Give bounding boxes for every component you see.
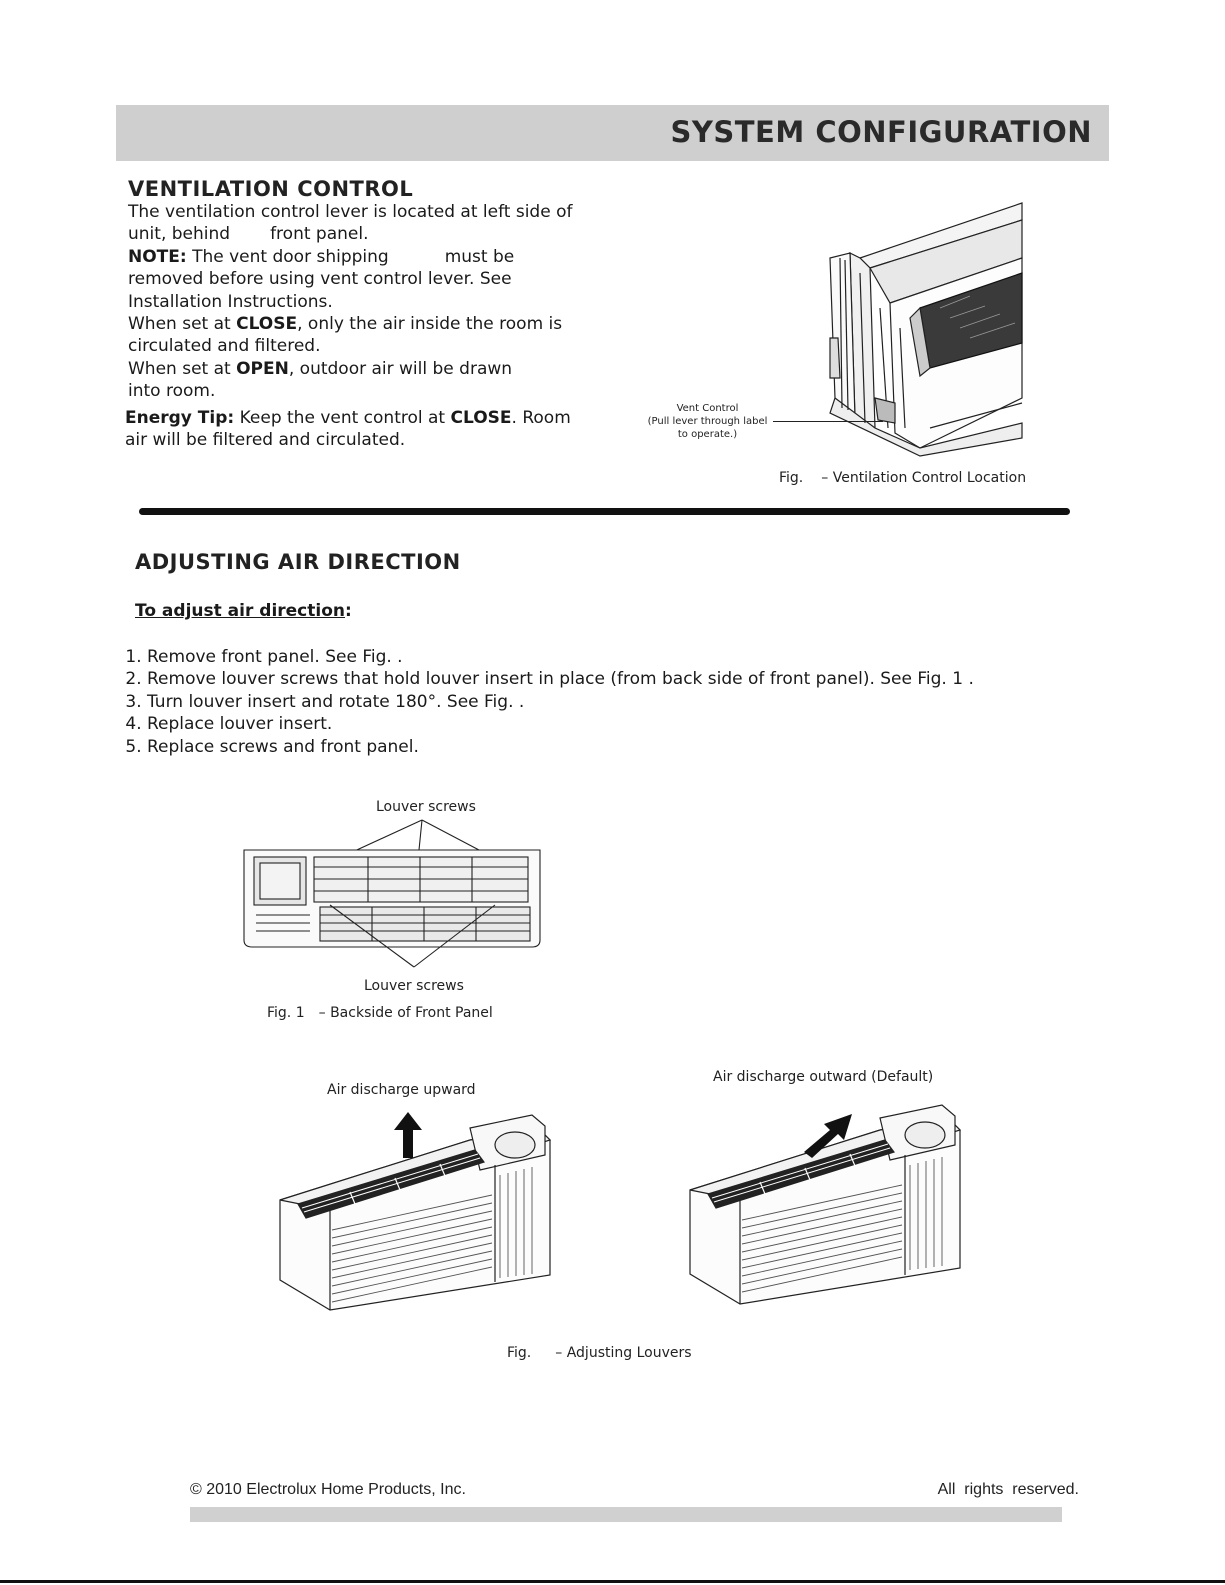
text-fragment: , outdoor air will be drawn bbox=[288, 358, 513, 379]
label-line: to operate.) bbox=[677, 429, 738, 440]
unit-upward-illustration bbox=[270, 1100, 560, 1320]
footer-band bbox=[190, 1507, 1062, 1522]
upward-arrow-icon bbox=[394, 1112, 422, 1158]
note-line: removed before using vent control lever. See bbox=[128, 269, 512, 290]
text-fragment: , only the air inside the room is bbox=[297, 314, 563, 335]
step-item: 5. Replace screws and front panel. bbox=[147, 736, 1147, 758]
section-divider bbox=[139, 508, 1070, 515]
text-fragment: must be bbox=[444, 246, 515, 267]
text-fragment: . Room bbox=[511, 408, 571, 428]
text-fragment: unit, behind bbox=[128, 224, 231, 245]
ventilation-unit-illustration bbox=[770, 198, 1030, 456]
close-keyword: CLOSE bbox=[450, 408, 512, 428]
ventilation-text bbox=[128, 201, 608, 403]
text-fragment: front panel. bbox=[270, 224, 369, 245]
note-line: Installation Instructions. bbox=[128, 291, 333, 312]
air-discharge-outward-label: Air discharge outward (Default) bbox=[713, 1069, 934, 1085]
subheading-text: To adjust air direction bbox=[135, 601, 345, 621]
header-band bbox=[116, 105, 1109, 161]
air-direction-subheading bbox=[135, 601, 352, 621]
vent-control-label bbox=[640, 402, 775, 441]
fig-caption-text: – Ventilation Control Location bbox=[821, 470, 1027, 486]
step-item: 3. Turn louver insert and rotate 180°. See Fig. . bbox=[147, 691, 1147, 713]
air-direction-heading: ADJUSTING AIR DIRECTION bbox=[135, 550, 461, 574]
tip-line bbox=[125, 407, 605, 429]
fig-number: Fig. bbox=[507, 1345, 532, 1361]
ventilation-line: The ventilation control lever is located at left side of bbox=[128, 202, 573, 222]
fig-number: Fig. bbox=[779, 470, 804, 486]
fig-caption-text: – Adjusting Louvers bbox=[555, 1345, 692, 1361]
leader-line bbox=[773, 421, 883, 422]
tip-line: air will be filtered and circulated. bbox=[125, 430, 406, 451]
fig-number: Fig. 1 bbox=[267, 1005, 305, 1021]
unit-outward-illustration bbox=[680, 1090, 970, 1315]
fig-caption-text: – Backside of Front Panel bbox=[318, 1005, 493, 1021]
open-line: into room. bbox=[128, 381, 216, 402]
ventilation-line bbox=[128, 223, 608, 245]
fig-caption-ventilation bbox=[779, 470, 1026, 486]
fig2-caption bbox=[507, 1345, 692, 1361]
step-item: 2. Remove louver screws that hold louver insert in place (from back side of front panel). See Fig. 1 . bbox=[147, 668, 1147, 690]
note-line bbox=[128, 246, 608, 268]
text-fragment: The vent door shipping bbox=[186, 246, 389, 267]
step-item: 1. Remove front panel. See Fig. . bbox=[147, 646, 1147, 668]
steps-list bbox=[113, 646, 1147, 758]
air-discharge-upward-label: Air discharge upward bbox=[327, 1082, 476, 1098]
page-bottom-line bbox=[0, 1580, 1225, 1583]
close-line bbox=[128, 313, 608, 335]
tip-label: Energy Tip: bbox=[125, 408, 235, 428]
page-title: SYSTEM CONFIGURATION bbox=[670, 115, 1092, 149]
footer-rights: All rights reserved. bbox=[937, 1481, 1079, 1498]
step-item: 4. Replace louver insert. bbox=[147, 713, 1147, 735]
text-fragment: Keep the vent control at bbox=[234, 408, 451, 428]
energy-tip bbox=[125, 407, 605, 452]
louver-screws-label-top: Louver screws bbox=[376, 799, 476, 815]
label-line: Vent Control bbox=[676, 403, 739, 414]
note-label: NOTE: bbox=[128, 246, 187, 267]
close-keyword: CLOSE bbox=[236, 314, 298, 335]
louver-screws-label-bottom: Louver screws bbox=[364, 978, 464, 994]
open-keyword: OPEN bbox=[236, 358, 289, 379]
front-panel-back-illustration bbox=[240, 815, 545, 980]
footer-copyright: © 2010 Electrolux Home Products, Inc. bbox=[190, 1481, 466, 1498]
fig1-caption bbox=[267, 1005, 493, 1021]
open-line bbox=[128, 358, 608, 380]
subheading-colon: : bbox=[345, 601, 352, 621]
text-fragment: When set at bbox=[128, 358, 237, 379]
close-line: circulated and filtered. bbox=[128, 336, 321, 357]
text-fragment: When set at bbox=[128, 314, 237, 335]
ventilation-heading: VENTILATION CONTROL bbox=[128, 177, 414, 201]
label-line: (Pull lever through label bbox=[647, 416, 768, 427]
